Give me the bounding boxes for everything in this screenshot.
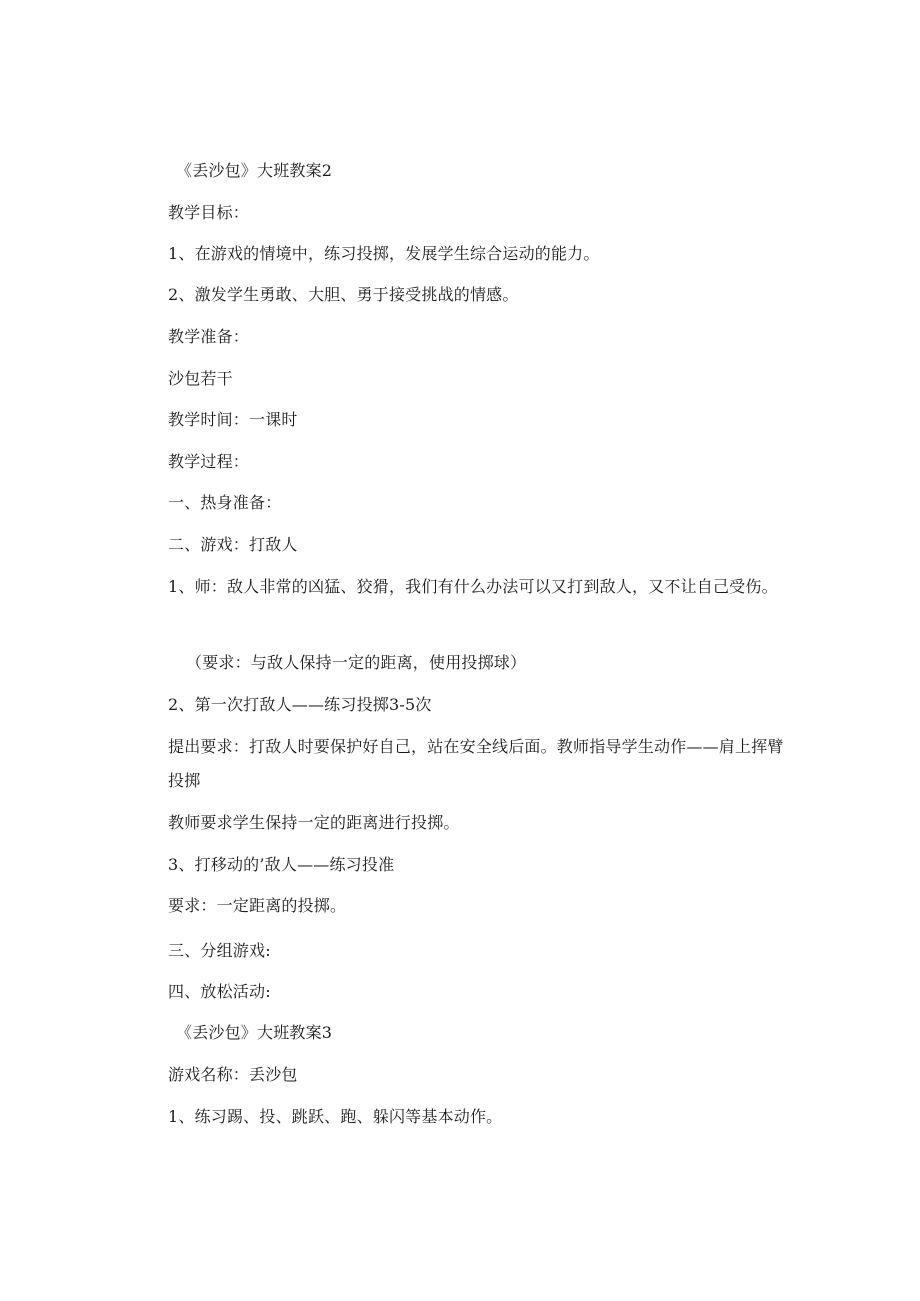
step-2-item-1: 1、师：敌人非常的凶猛、狡猾，我们有什么办法可以又打到敌人，又不让自己受伤。: [168, 577, 778, 596]
teaching-time: 教学时间：一课时: [168, 410, 298, 429]
section-title-3: 《丢沙包》大班教案3: [176, 1023, 333, 1042]
prep-items: 沙包若干: [168, 369, 233, 388]
step-2-item-1-note: （要求：与敌人保持一定的距离，使用投掷球）: [186, 653, 527, 672]
step-2-item-3-requirement: 要求：一定距离的投掷。: [168, 896, 347, 915]
step-2-item-2-teacher-note: 教师要求学生保持一定的距离进行投掷。: [168, 813, 460, 832]
step-2-item-3: 3、打移动的’敌人——练习投准: [168, 855, 395, 874]
step-3: 三、分组游戏:: [168, 941, 271, 960]
prep-heading: 教学准备：: [168, 327, 250, 346]
step-1: 一、热身准备：: [168, 493, 282, 512]
step-4: 四、放松活动:: [168, 982, 271, 1001]
step-2-item-2-requirement: 提出要求：打敌人时要保护好自己，站在安全线后面。教师指导学生动作——肩上挥臂投掷: [168, 737, 784, 790]
step-2: 二、游戏：打敌人: [168, 535, 298, 554]
goal-item-2: 2、激发学生勇敢、大胆、勇于接受挑战的情感。: [168, 285, 519, 304]
game-name: 游戏名称：丢沙包: [168, 1065, 298, 1084]
step-2-item-2: 2、第一次打敌人——练习投掷3-5次: [168, 695, 432, 714]
process-heading: 教学过程：: [168, 452, 250, 471]
goal-item-1: 1、在游戏的情境中，练习投掷，发展学生综合运动的能力。: [168, 244, 600, 263]
goal-heading: 教学目标：: [168, 203, 250, 222]
section-title-2: 《丢沙包》大班教案2: [176, 161, 333, 180]
game-item-1: 1、练习踢、投、跳跃、跑、躲闪等基本动作。: [168, 1107, 503, 1126]
